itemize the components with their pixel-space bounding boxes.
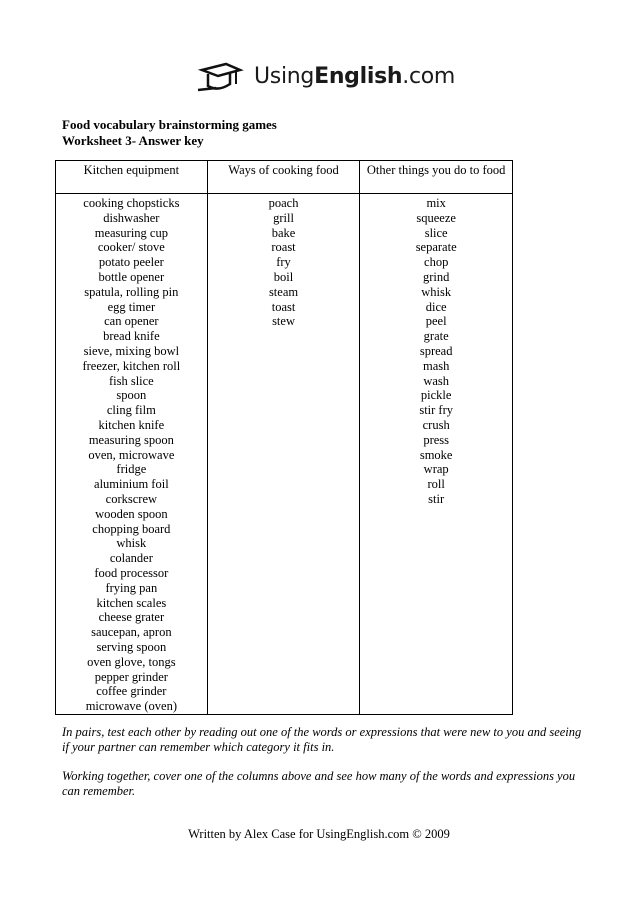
list-item: pickle	[420, 388, 452, 403]
list-item: saucepan, apron	[91, 625, 172, 640]
list-item: roll	[427, 477, 445, 492]
list-item: separate	[415, 240, 457, 255]
title-line-1: Food vocabulary brainstorming games	[62, 117, 277, 132]
list-item: steam	[268, 284, 299, 299]
footer-credit: Written by Alex Case for UsingEnglish.com © 2009	[188, 827, 450, 841]
list-item: boil	[273, 269, 294, 284]
list-item: bake	[271, 225, 296, 240]
list-item: press	[423, 432, 450, 447]
list-item: whisk	[116, 536, 147, 551]
list-item: spoon	[116, 388, 147, 403]
list-item: sieve, mixing bowl	[83, 343, 180, 358]
logo-text: UsingEnglish.com	[254, 64, 456, 89]
list-item: measuring spoon	[88, 432, 174, 447]
list-item: fish slice	[108, 373, 154, 388]
list-item: aluminium foil	[94, 477, 169, 492]
list-item: slice	[424, 225, 448, 240]
list-item: cling film	[106, 403, 156, 418]
list-item: bottle opener	[98, 269, 165, 284]
list-item: grate	[423, 329, 449, 344]
list-item: stir fry	[419, 403, 454, 418]
instruction-cover-columns: Working together, cover one of the columns above and see how many of the words and expressions you can remember.	[62, 769, 576, 798]
list-item: smoke	[419, 447, 453, 462]
list-item: mix	[426, 196, 446, 210]
header-ways-of-cooking: Ways of cooking food	[207, 161, 360, 194]
list-item: chopping board	[92, 521, 171, 536]
graduation-cap-icon	[196, 60, 248, 96]
list-item: toast	[271, 299, 296, 314]
list-item: wooden spoon	[95, 506, 168, 521]
list-item: stir	[428, 491, 445, 506]
list-item: mash	[422, 358, 450, 373]
list-item: kitchen scales	[96, 595, 167, 610]
list-item: food processor	[94, 565, 169, 580]
worksheet-title	[62, 117, 277, 149]
list-item: dice	[425, 299, 447, 314]
list-item: roast	[271, 240, 296, 255]
list-item: colander	[109, 551, 153, 566]
list-item: frying pan	[105, 580, 158, 595]
list-item: potato peeler	[98, 255, 164, 270]
list-item: measuring cup	[94, 225, 168, 240]
list-item: kitchen knife	[98, 417, 165, 432]
list-item: microwave (oven)	[85, 699, 177, 714]
list-item: grind	[422, 269, 450, 284]
list-item: bread knife	[103, 329, 160, 344]
list-item: oven glove, tongs	[87, 654, 176, 669]
list-item: crush	[422, 417, 450, 432]
list-item: egg timer	[107, 299, 156, 314]
list-item: dishwasher	[103, 210, 160, 225]
list-item: cheese grater	[98, 610, 165, 625]
list-item: poach	[268, 196, 299, 210]
list-item: cooker/ stove	[97, 240, 165, 255]
list-item: can opener	[104, 314, 159, 329]
list-item: oven, microwave	[88, 447, 175, 462]
vocabulary-table	[55, 160, 513, 715]
kitchen-equipment-column	[56, 194, 208, 715]
table-body-row	[56, 194, 513, 715]
list-item: grill	[273, 210, 294, 225]
list-item: spatula, rolling pin	[84, 284, 179, 299]
cooking-methods-column	[207, 194, 360, 715]
other-actions-column	[360, 194, 513, 715]
list-item: pepper grinder	[94, 669, 168, 684]
usingenglish-logo	[196, 58, 456, 104]
instruction-pairs: In pairs, test each other by reading out one of the words or expressions that were new to you and seeing if your partner can remember which category it fits in.	[62, 725, 582, 754]
list-item: wash	[423, 373, 450, 388]
header-kitchen-equipment: Kitchen equipment	[56, 161, 208, 194]
list-item: corkscrew	[105, 491, 158, 506]
list-item: fry	[276, 255, 291, 270]
list-item: fridge	[116, 462, 147, 477]
title-line-2: Worksheet 3- Answer key	[62, 133, 204, 148]
table-header-row	[56, 161, 513, 194]
list-item: coffee grinder	[96, 684, 167, 699]
header-other-things: Other things you do to food	[360, 161, 513, 194]
list-item: peel	[425, 314, 447, 329]
list-item: cooking chopsticks	[83, 196, 180, 210]
list-item: whisk	[421, 284, 452, 299]
list-item: squeeze	[416, 210, 456, 225]
list-item: wrap	[423, 462, 449, 477]
list-item: spread	[419, 343, 453, 358]
list-item: freezer, kitchen roll	[82, 358, 181, 373]
list-item: stew	[272, 314, 295, 329]
list-item: chop	[424, 255, 449, 270]
list-item: serving spoon	[96, 639, 167, 654]
